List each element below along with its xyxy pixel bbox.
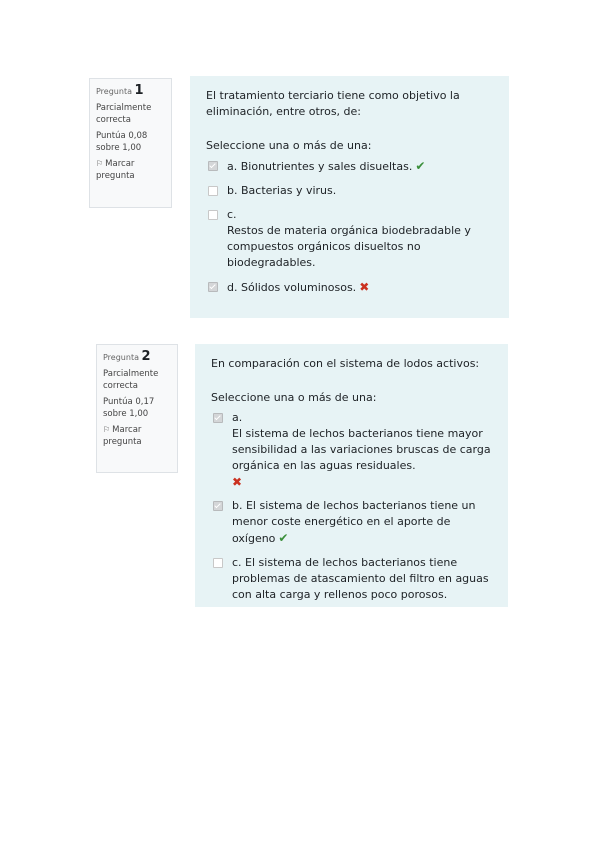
incorrect-cross-icon: ✖ [359, 280, 370, 294]
answer-label [232, 498, 492, 547]
answer-option-a[interactable] [206, 158, 493, 175]
answer-text: Bacterias y virus. [240, 184, 337, 197]
answer-letter: a. [232, 411, 243, 424]
question-state: Parcialmente correcta [96, 103, 152, 125]
answer-prompt: Seleccione una o más de una: [206, 139, 372, 152]
answer-prompt: Seleccione una o más de una: [211, 391, 377, 404]
question-number: 1 [134, 83, 144, 98]
question-2-info [96, 344, 178, 473]
answer-option-b[interactable] [206, 183, 493, 199]
answer-label [232, 555, 492, 603]
question-grade: Puntúa 0,08 sobre 1,00 [96, 131, 148, 153]
correct-check-icon: ✔ [278, 531, 289, 545]
question-number: 2 [141, 349, 151, 364]
flag-question-link[interactable] [96, 158, 165, 182]
question-number-line [96, 85, 165, 98]
answer-option-c[interactable] [206, 207, 493, 271]
question-number-line [103, 351, 171, 364]
question-1-info [89, 78, 172, 208]
answer-checkbox[interactable] [213, 558, 223, 568]
answer-letter: b. [232, 499, 243, 512]
question-label: Pregunta [103, 353, 139, 362]
answer-option-b[interactable] [211, 498, 492, 547]
answer-label [227, 279, 493, 296]
flag-label: Marcar pregunta [103, 425, 142, 447]
answer-letter: a. [227, 160, 238, 173]
answer-label [227, 207, 493, 271]
flag-icon: ⚐ [103, 425, 111, 434]
answer-label [232, 410, 492, 490]
question-text: El tratamiento terciario tiene como objetivo la eliminación, entre otros, de: [206, 89, 460, 118]
answer-text: El sistema de lechos bacterianos tiene un menor coste energético en el aporte de oxígeno [232, 499, 476, 545]
answer-letter: b. [227, 184, 238, 197]
answer-letter: c. [227, 208, 237, 221]
answer-label [227, 158, 493, 175]
answer-checkbox[interactable] [208, 186, 218, 196]
answer-text: Restos de materia orgánica biodebradable y compuestos orgánicos disueltos no biodegradables. [227, 224, 471, 269]
flag-question-link[interactable] [103, 424, 171, 448]
answer-label [227, 183, 493, 199]
answer-option-a[interactable] [211, 410, 492, 490]
answer-text: Sólidos voluminosos. [240, 281, 357, 294]
answer-checkbox[interactable] [208, 161, 218, 171]
answer-checkbox[interactable] [208, 282, 218, 292]
answer-text: El sistema de lechos bacterianos tiene mayor sensibilidad a las variaciones bruscas de carga orgánica en las aguas residuales. [232, 427, 491, 472]
answer-checkbox[interactable] [213, 413, 223, 423]
question-state: Parcialmente correcta [103, 369, 159, 391]
answer-letter: d. [227, 281, 238, 294]
answer-text: El sistema de lechos bacterianos tiene problemas de atascamiento del filtro en aguas con alta carga y rellenos poco porosos. [232, 556, 489, 601]
question-1-formulation [190, 76, 509, 318]
flag-icon: ⚐ [96, 159, 104, 168]
answer-option-d[interactable] [206, 279, 493, 296]
incorrect-cross-icon: ✖ [232, 475, 243, 489]
answer-letter: c. [232, 556, 242, 569]
answer-text: Bionutrientes y sales disueltas. [240, 160, 413, 173]
answer-option-c[interactable] [211, 555, 492, 603]
answer-checkbox[interactable] [208, 210, 218, 220]
correct-check-icon: ✔ [415, 159, 426, 173]
answer-checkbox[interactable] [213, 501, 223, 511]
flag-label: Marcar pregunta [96, 159, 135, 181]
question-2-formulation [195, 344, 508, 607]
question-grade: Puntúa 0,17 sobre 1,00 [103, 397, 155, 419]
question-text: En comparación con el sistema de lodos activos: [211, 357, 480, 370]
question-label: Pregunta [96, 87, 132, 96]
